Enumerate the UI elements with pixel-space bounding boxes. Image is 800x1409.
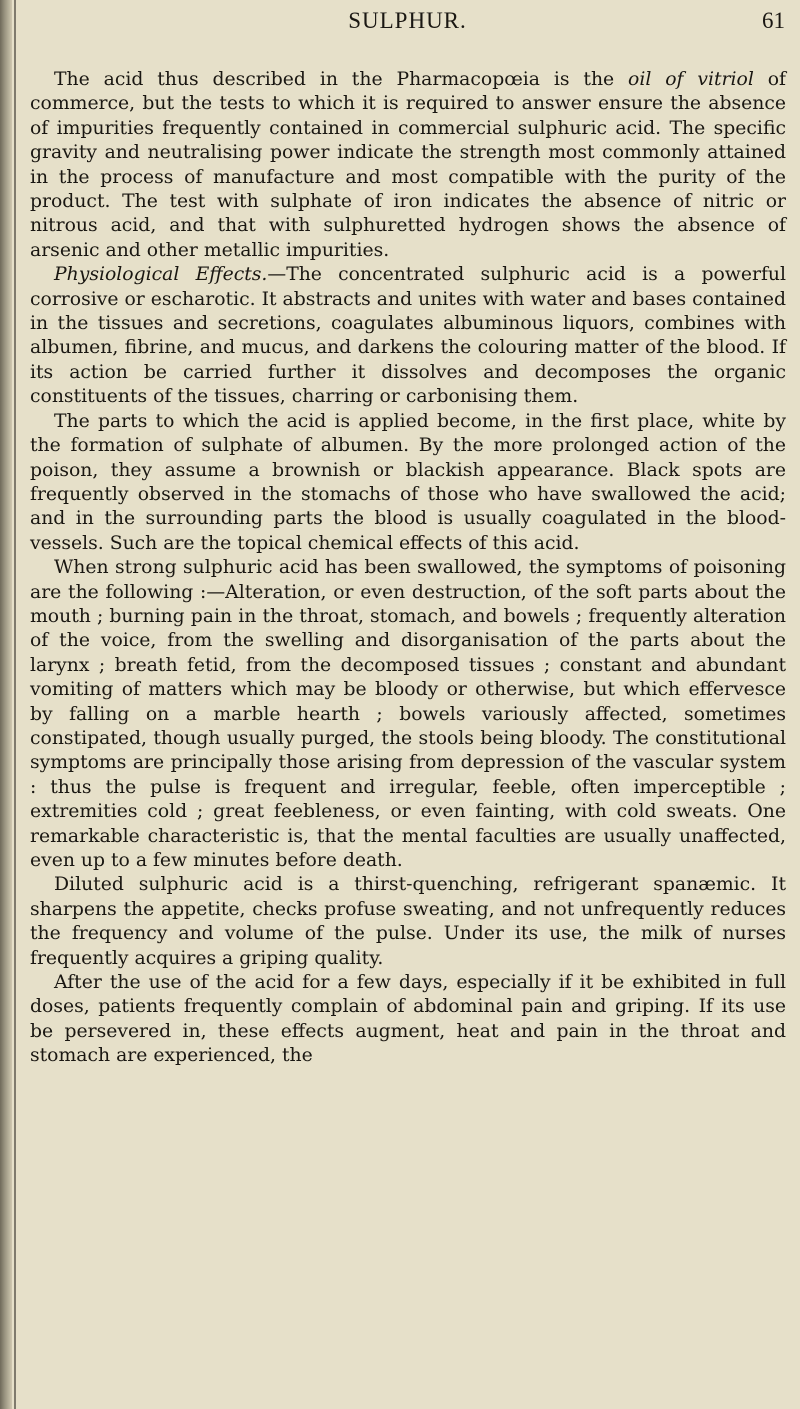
paragraph-1-part-a: The acid thus described in the Pharmacopœia is the bbox=[54, 69, 629, 90]
section-heading-physiological-effects: Physiological Effects. bbox=[54, 264, 268, 286]
body-text bbox=[30, 68, 786, 1069]
paragraph-5: Diluted sulphuric acid is a thirst-quenching, refrigerant spanæmic. It sharpens the appetite, checks profuse sweating, and not unfrequently reduces the frequency and volume of the pulse. Under its use, the milk of nurses frequently acquires a griping quality. bbox=[30, 874, 786, 969]
gutter-edge-line bbox=[14, 0, 16, 1409]
page-gutter-shadow bbox=[0, 0, 12, 1409]
page-header bbox=[30, 8, 785, 48]
paragraph-4: When strong sulphuric acid has been swallowed, the symptoms of poisoning are the following :—Alteration, or even destruction, of the soft parts about the mouth ; burning pain in the throat, stomach, and bowels ; frequently alteration of the voice, from the swelling and disorganisation of the parts about the larynx ; breath fetid, from the decomposed tissues ; constant and abundant vomiting of matters which may be bloody or otherwise, but which effervesce by falling on a marble hearth ; bowels variously affected, sometimes constipated, though usually purged, the stools being bloody. The constitutional symptoms are principally those arising from depression of the vascular system : thus the pulse is frequent and irregular, feeble, often imperceptible ; extremities cold ; great feebleness, or even fainting, with cold sweats. One remarkable characteristic is, that the mental faculties are usually unaffected, even up to a few minutes before death. bbox=[30, 557, 786, 871]
page-number: 61 bbox=[762, 8, 785, 33]
oil-of-vitriol-term: oil of vitriol bbox=[628, 69, 754, 90]
paragraph-2-body: —The concentrated sulphuric acid is a powerful corrosive or escharotic. It abstracts and unites with water and bases contained in the tissues and secretions, coagulates albuminous liquors, combines with albumen, fibrine, and mucus, and darkens the colouring matter of the blood. If its action be carried further it dissolves and decomposes the organic constituents of the tissues, charring or carbonising them. bbox=[30, 264, 786, 408]
paragraph-6: After the use of the acid for a few days, especially if it be exhibited in full doses, patients frequently complain of abdominal pain and griping. If its use be persevered in, these effects augment, heat and pain in the throat and stomach are experienced, the bbox=[30, 972, 786, 1067]
paragraph-1-part-c: of commerce, but the tests to which it is required to answer ensure the absence of impurities frequently contained in commercial sulphuric acid. The specific gravity and neutralising power indicate the strength most commonly attained in the process of manufacture and most compatible with the purity of the product. The test with sulphate of iron indicates the absence of nitric or nitrous acid, and that with sulphuretted hydrogen shows the absence of arsenic and other metallic impurities. bbox=[30, 69, 786, 261]
running-head: SULPHUR. bbox=[348, 8, 467, 33]
paragraph-2 bbox=[30, 263, 786, 409]
paragraph-1 bbox=[30, 68, 786, 263]
paragraph-3: The parts to which the acid is applied become, in the first place, white by the formation of sulphate of albumen. By the more prolonged action of the poison, they assume a brownish or blackish appearance. Black spots are frequently observed in the stomachs of those who have swallowed the acid; and in the surrounding parts the blood is usually coagulated in the blood-vessels. Such are the topical chemical effects of this acid. bbox=[30, 410, 786, 554]
